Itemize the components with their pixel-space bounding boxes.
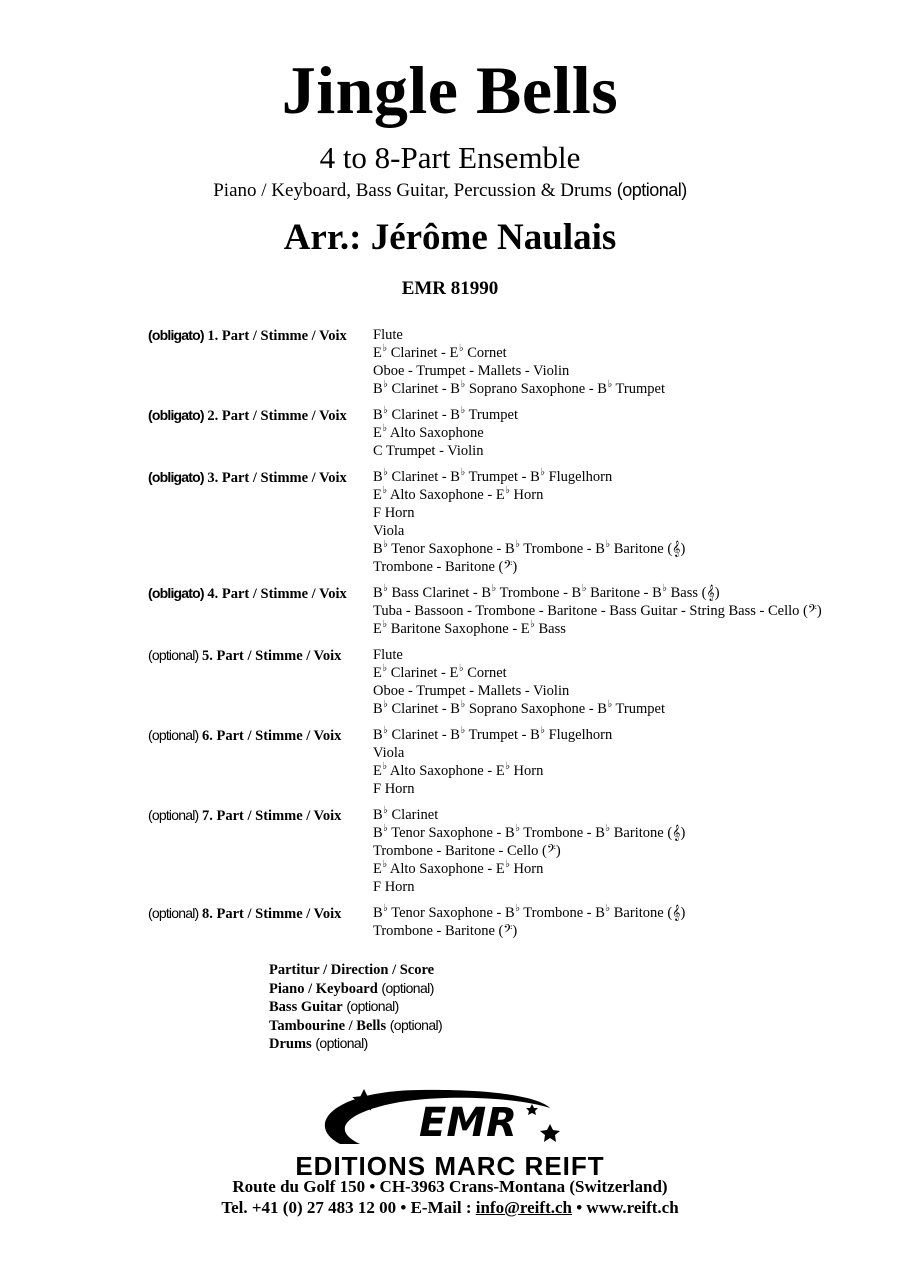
instrument-line: B♭ Clarinet - B♭ Trumpet - B♭ Flugelhorn [373, 725, 613, 743]
extra-note: (optional) [315, 1035, 368, 1051]
parts-list [0, 326, 900, 948]
extras-list [269, 962, 442, 1054]
optional-tag: (optional) [148, 647, 199, 663]
extra-label: Tambourine / Bells [269, 1017, 387, 1034]
instrument-line: F Horn [373, 505, 415, 521]
instrument-line: B♭ Clarinet - B♭ Trumpet [373, 405, 518, 423]
instrument-line: C Trumpet - Violin [373, 443, 484, 459]
instrument-list [373, 326, 900, 398]
instrument-line: E♭ Clarinet - E♭ Cornet [373, 663, 507, 681]
part-label [148, 806, 341, 825]
instrument-line: Viola [373, 523, 405, 539]
instrument-line: E♭ Baritone Saxophone - E♭ Bass [373, 619, 566, 637]
extra-label: Drums [269, 1036, 312, 1052]
publisher-contact [0, 1197, 900, 1218]
phone-text: Tel. +41 (0) 27 483 12 00 • E-Mail : [221, 1198, 472, 1217]
part-name: 2. Part / Stimme / Voix [207, 408, 347, 424]
subtitle: 4 to 8-Part Ensemble [319, 140, 581, 175]
part-label [148, 646, 341, 665]
website-text[interactable]: • www.reift.ch [576, 1198, 679, 1217]
instrument-line: B♭ Tenor Saxophone - B♭ Trombone - B♭ Baritone (𝄞) [373, 903, 686, 921]
part-name: 5. Part / Stimme / Voix [202, 648, 342, 664]
part-label [148, 584, 347, 603]
instrument-line: E♭ Alto Saxophone - E♭ Horn [373, 859, 544, 877]
extra-label: Partitur / Direction / Score [269, 962, 435, 978]
email-link[interactable]: info@reift.ch [475, 1198, 572, 1217]
part-label [148, 406, 347, 425]
extra-note: (optional) [381, 979, 434, 996]
instrument-line: Oboe - Trumpet - Mallets - Violin [373, 683, 570, 699]
instrument-line: Oboe - Trumpet - Mallets - Violin [373, 363, 570, 379]
optional-tag: (optional) [148, 727, 199, 743]
obligato-tag: (obligato) [148, 469, 204, 485]
instrument-line: E♭ Alto Saxophone [373, 423, 484, 441]
extra-item [269, 980, 442, 999]
instrument-line: Trombone - Baritone (𝄢) [373, 923, 518, 939]
part-name: 4. Part / Stimme / Voix [207, 586, 347, 602]
instrument-line: E♭ Clarinet - E♭ Cornet [373, 343, 507, 361]
obligato-tag: (obligato) [148, 327, 204, 343]
instrument-list [373, 646, 900, 718]
extra-item [269, 998, 442, 1017]
emr-logo [300, 1086, 600, 1152]
part-label [148, 468, 347, 487]
publisher-name: EDITIONS MARC REIFT [295, 1151, 605, 1181]
logo-star-right [540, 1124, 560, 1142]
extra-item [269, 962, 442, 980]
extra-label: Bass Guitar [269, 999, 343, 1015]
instrument-list [373, 726, 900, 798]
extra-item [269, 1017, 442, 1036]
logo-star-small [526, 1104, 538, 1115]
part-name: 1. Part / Stimme / Voix [207, 328, 347, 344]
instrument-line: Flute [373, 647, 403, 663]
instrument-line: E♭ Alto Saxophone - E♭ Horn [373, 761, 544, 779]
extra-item [269, 1035, 442, 1054]
instrument-line: B♭ Clarinet - B♭ Soprano Saxophone - B♭ Trumpet [373, 379, 665, 397]
extra-note: (optional) [346, 998, 399, 1014]
obligato-tag: (obligato) [148, 585, 204, 601]
arranger: Arr.: Jérôme Naulais [283, 217, 617, 258]
instrumentation-line [0, 178, 900, 203]
instrumentation-optional: (optional) [616, 180, 687, 200]
optional-tag: (optional) [148, 905, 199, 921]
publisher-address: Route du Golf 150 • CH-3963 Crans-Montana (Switzerland) [232, 1177, 668, 1196]
instrument-list [373, 904, 900, 940]
instrument-line: B♭ Clarinet [373, 805, 439, 823]
part-row [0, 904, 900, 940]
part-label [148, 326, 347, 345]
part-name: 3. Part / Stimme / Voix [207, 470, 347, 486]
part-row [0, 806, 900, 896]
instrument-line: Flute [373, 327, 403, 343]
part-row [0, 406, 900, 460]
instrument-line: Tuba - Bassoon - Trombone - Baritone - Bass Guitar - String Bass - Cello (𝄢) [373, 603, 822, 619]
instrument-line: Trombone - Baritone (𝄢) [373, 559, 518, 575]
instrument-line: Trombone - Baritone - Cello (𝄢) [373, 843, 561, 859]
instrument-line: B♭ Tenor Saxophone - B♭ Trombone - B♭ Baritone (𝄞) [373, 823, 686, 841]
optional-tag: (optional) [148, 807, 199, 823]
extra-note: (optional) [389, 1016, 443, 1033]
instrument-line: B♭ Clarinet - B♭ Trumpet - B♭ Flugelhorn [373, 467, 613, 485]
part-row [0, 646, 900, 718]
instrument-line: B♭ Bass Clarinet - B♭ Trombone - B♭ Baritone - B♭ Bass (𝄞) [373, 583, 720, 601]
instrument-line: F Horn [373, 781, 415, 797]
part-name: 8. Part / Stimme / Voix [202, 906, 342, 922]
instrument-line: B♭ Clarinet - B♭ Soprano Saxophone - B♭ Trumpet [373, 699, 665, 717]
obligato-tag: (obligato) [148, 407, 204, 423]
part-name: 7. Part / Stimme / Voix [202, 808, 342, 824]
instrument-line: F Horn [373, 879, 415, 895]
extra-label: Piano / Keyboard [269, 980, 378, 997]
instrumentation-text: Piano / Keyboard, Bass Guitar, Percussion & Drums [213, 180, 612, 201]
instrument-line: E♭ Alto Saxophone - E♭ Horn [373, 485, 544, 503]
catalog-number: EMR 81990 [401, 278, 499, 299]
instrument-list [373, 406, 900, 460]
page-title: Jingle Bells [281, 52, 619, 128]
instrument-line: Viola [373, 745, 405, 761]
part-label [148, 726, 341, 745]
logo-text: EMR [419, 1100, 517, 1146]
instrument-line: B♭ Tenor Saxophone - B♭ Trombone - B♭ Baritone (𝄞) [373, 539, 686, 557]
instrument-list [373, 584, 900, 638]
instrument-list [373, 806, 900, 896]
part-row [0, 584, 900, 638]
part-row [0, 468, 900, 576]
part-name: 6. Part / Stimme / Voix [202, 728, 342, 744]
part-label [148, 904, 341, 923]
part-row [0, 726, 900, 798]
instrument-list [373, 468, 900, 576]
part-row [0, 326, 900, 398]
